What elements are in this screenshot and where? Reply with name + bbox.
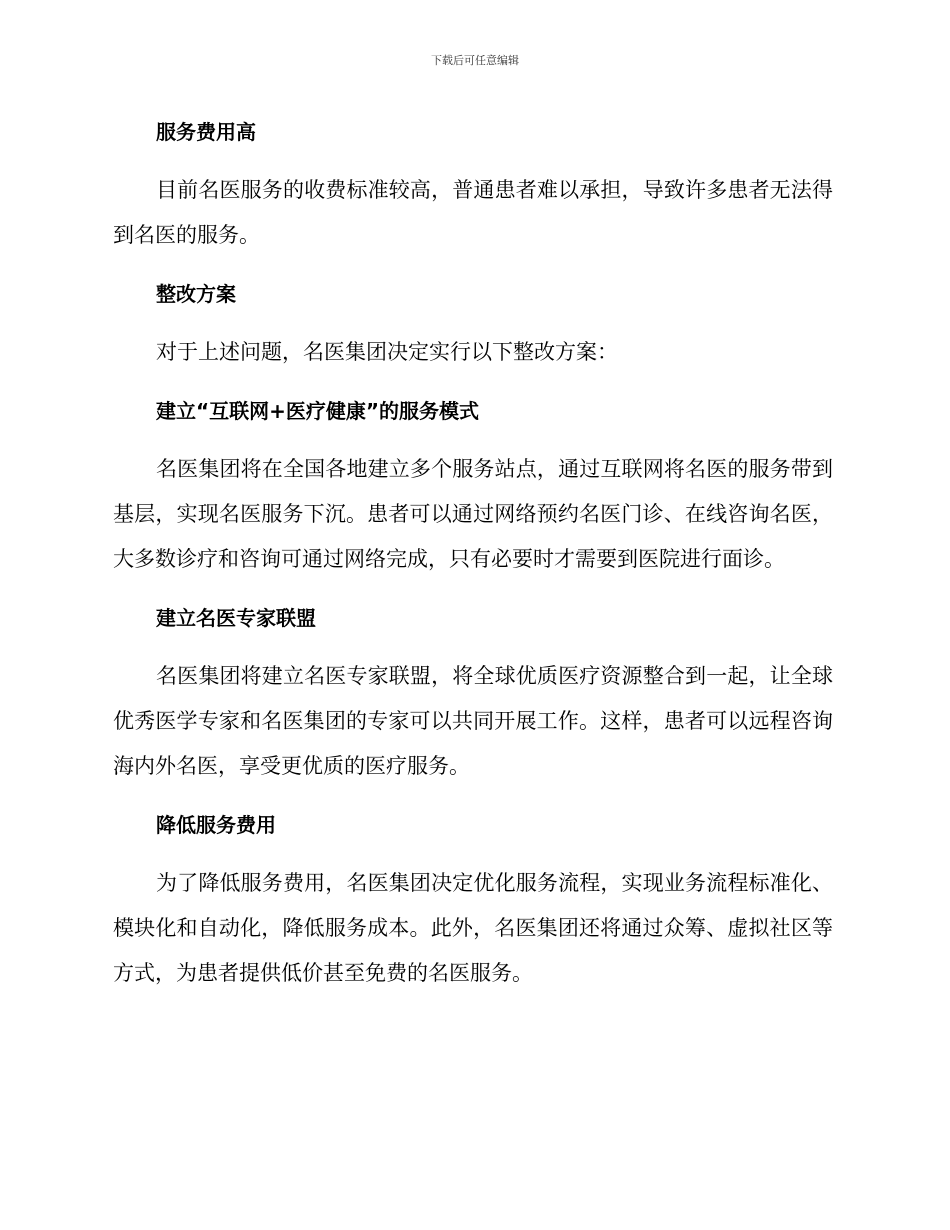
section-paragraph-service-cost-high: 目前名医服务的收费标准较高，普通患者难以承担，导致许多患者无法得到名医的服务。: [113, 178, 833, 247]
section-heading-reduce-cost: 降低服务费用: [156, 813, 276, 837]
section-heading-rectification-plan: 整改方案: [156, 282, 236, 306]
section-paragraph-internet-healthcare: 名医集团将在全国各地建立多个服务站点，通过互联网将名医的服务带到基层，实现名医服务下沉。患者可以通过网络预约名医门诊、在线咨询名医，大多数诊疗和咨询可通过网络完成，只有必要时才需要到医院进行面诊。: [113, 457, 833, 571]
section-heading-expert-alliance: 建立名医专家联盟: [156, 606, 316, 630]
section-heading-service-cost-high: 服务费用高: [156, 120, 256, 144]
document-body: [113, 110, 833, 996]
section-paragraph-rectification-plan: 对于上述问题，名医集团决定实行以下整改方案：: [156, 340, 618, 364]
section-paragraph-expert-alliance: 名医集团将建立名医专家联盟，将全球优质医疗资源整合到一起，让全球优秀医学专家和名医集团的专家可以共同开展工作。这样，患者可以远程咨询海内外名医，享受更优质的医疗服务。: [113, 664, 833, 778]
section-heading-internet-healthcare: 建立“互联网+医疗健康”的服务模式: [156, 399, 480, 423]
section-paragraph-reduce-cost: 为了降低服务费用，名医集团决定优化服务流程，实现业务流程标准化、模块化和自动化，降低服务成本。此外，名医集团还将通过众筹、虚拟社区等方式，为患者提供低价甚至免费的名医服务。: [113, 871, 833, 985]
page-header: 下载后可任意编辑: [431, 54, 519, 67]
